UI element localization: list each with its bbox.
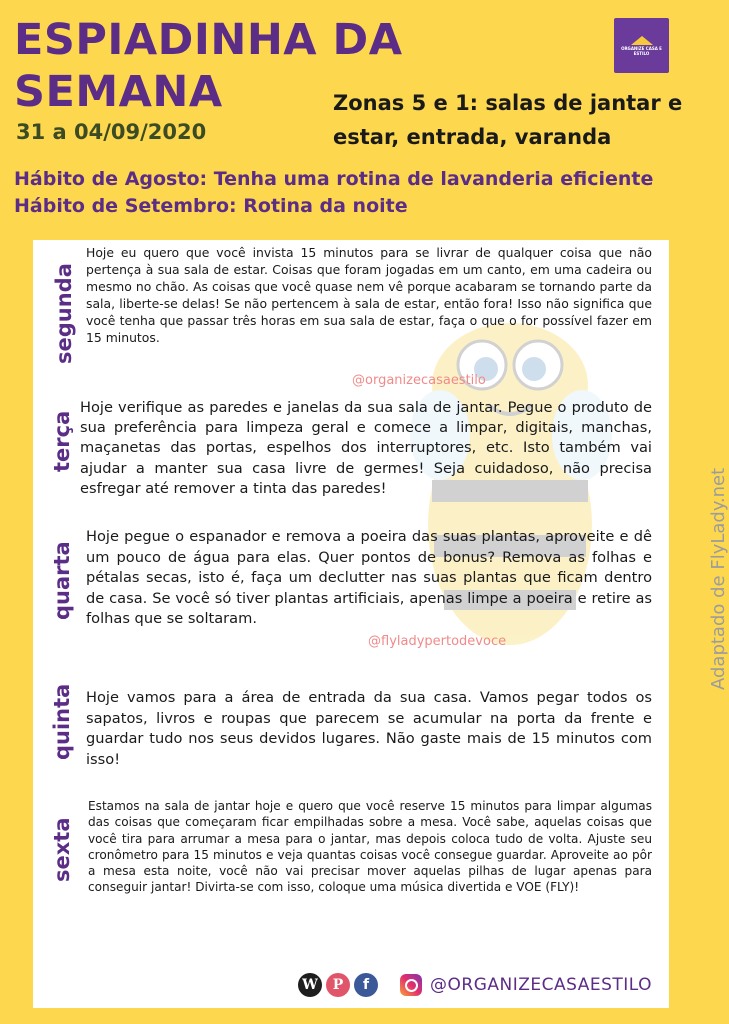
facebook-icon[interactable]: f	[354, 973, 378, 997]
instagram-icon[interactable]	[400, 974, 422, 996]
day-label-sexta: sexta	[50, 817, 74, 882]
habit-august: Hábito de Agosto: Tenha uma rotina de lavanderia eficiente	[14, 168, 654, 190]
side-credit: Adaptado de FlyLady.net	[708, 467, 729, 690]
habit-september: Hábito de Setembro: Rotina da noite	[14, 195, 408, 217]
day-text-sexta: Estamos na sala de jantar hoje e quero que você reserve 15 minutos para limpar algumas das coisas que começaram ficar empilhadas sobre a mesa. Você sabe, aquelas coisas que você tira para arrumar a mesa para o jantar, mas depois coloca tudo de volta. Ajuste seu cronômetro para 15 minutos e veja quantas coisas você consegue guardar. Aproveite ao pôr a mesa esta noite, você não vai precisar mover aquelas pilhas de lugar apenas para conseguir jantar! Divirta-se com isso, coloque uma música divertida e VOE (FLY)!	[88, 799, 652, 895]
day-text-quarta: Hoje pegue o espanador e remova a poeira das suas plantas, aproveite e dê um pouco de água para elas. Quer pontos de bonus? Remova as folhas e pétalas secas, isto é, faça um declutter nas suas plantas que ficam dentro de casa. Se você só tiver plantas artificiais, apenas limpe a poeira e retire as folhas que se soltaram.	[86, 528, 652, 627]
day-text-quinta: Hoje vamos para a área de entrada da sua casa. Vamos pegar todos os sapatos, livros e roupas que parecem se acumular na porta da frente e guardar tudo nos seus devidos lugares. Não gaste mais de 15 minutos com isso!	[86, 689, 652, 768]
brand-logo	[614, 18, 669, 73]
watermark-organizecasaestilo: @organizecasaestilo	[352, 373, 486, 388]
day-label-quinta: quinta	[50, 683, 74, 760]
day-label-terca: terça	[50, 410, 74, 472]
watermark-flyladypertodevoce: @flyladypertodevoce	[368, 634, 507, 649]
title-line-2: SEMANA	[14, 67, 223, 117]
zones-line-2: estar, entrada, varanda	[333, 125, 612, 149]
house-icon	[631, 36, 653, 45]
day-text-segunda: Hoje eu quero que você invista 15 minutos para se livrar de qualquer coisa que não pertença à sua sala de estar. Coisas que foram jogadas em um canto, em uma cadeira ou mesmo no chão. As coisas que você quase nem vê porque acabaram se tornando parte da sala, liberte-se delas! Se não pertencem à sala de estar, então fora! Isso não significa que você tenha que passar três horas em sua sala de estar, faça o que o for possível fazer em 15 minutos.	[86, 245, 652, 345]
instagram-handle[interactable]: @ORGANIZECASAESTILO	[430, 975, 653, 995]
title-line-1: ESPIADINHA DA	[14, 15, 403, 65]
wordpress-icon[interactable]: W	[298, 973, 322, 997]
habits-block	[14, 166, 653, 220]
zones-heading	[333, 86, 713, 154]
logo-text: ORGANIZE CASA E ESTILO	[621, 45, 662, 56]
footer-social	[298, 972, 652, 998]
day-label-segunda: segunda	[52, 263, 76, 364]
zones-line-1: Zonas 5 e 1: salas de jantar e	[333, 91, 683, 115]
day-text-terca: Hoje verifique as paredes e janelas da sua sala de jantar. Pegue o produto de sua preferência para limpeza geral e comece a limpar, digitais, manchas, maçanetas das portas, espelhos dos interruptores, etc. Isto também vai ajudar a manter sua casa livre de germes! Seja cuidadoso, não precisa esfregar até remover a tinta das paredes!	[80, 399, 652, 497]
date-range: 31 a 04/09/2020	[16, 120, 207, 144]
day-label-quarta: quarta	[50, 541, 74, 620]
pinterest-icon[interactable]: P	[326, 973, 350, 997]
